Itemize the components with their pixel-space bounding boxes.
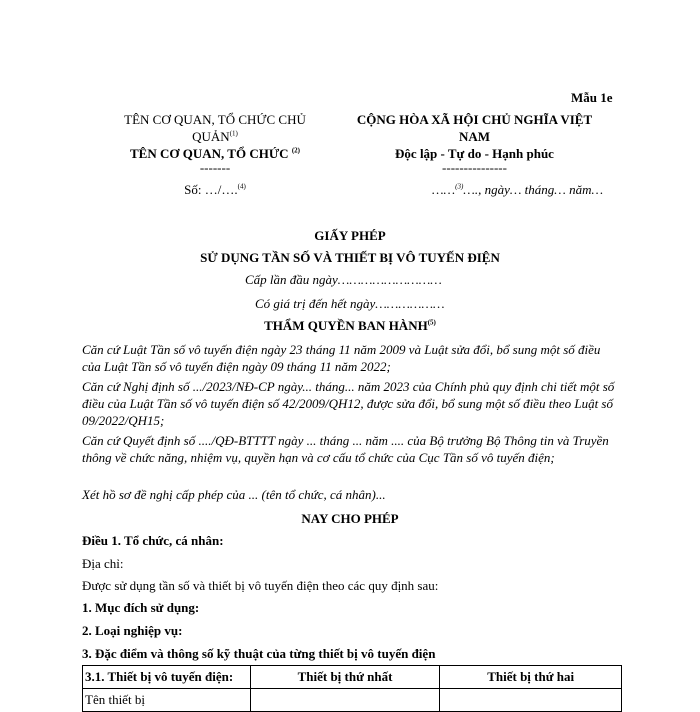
equipment-spec-table xyxy=(82,665,622,712)
table-header-row xyxy=(83,666,622,689)
preamble-decree: Căn cứ Nghị định số .../2023/NĐ-CP ngày... tháng... năm 2023 của Chính phủ quy định chi tiết một số điều của Luật Tần số vô tuyến điện số 42/2009/QH12, được sửa đổi, bổ sung một số điều theo Luật số 09/2022/QH15; xyxy=(82,379,615,428)
right-divider: --------------- xyxy=(442,159,507,175)
table-row xyxy=(83,689,622,712)
left-divider: ------- xyxy=(199,159,231,175)
table-header-device-2: Thiết bị thứ hai xyxy=(440,666,622,689)
agency-name: TÊN CƠ QUAN, TỔ CHỨC $^{(2)}$ xyxy=(130,145,300,161)
item-purpose: 1. Mục đích sử dụng: xyxy=(82,600,200,615)
issuing-authority: THẨM QUYỀN BAN HÀNH$^{(5)}$ xyxy=(264,318,436,333)
national-motto: Độc lập - Tự do - Hạnh phúc xyxy=(395,145,554,161)
preamble-decision: Căn cứ Quyết định số ..../QĐ-BTTTT ngày ... tháng ... năm .... của Bộ trưởng Bộ Thông tin và Truyền thông về chức năng, nhiệm vụ, quyền hạn và cơ cấu tổ chức của Cục Tần số vô tuyến điện; xyxy=(82,433,609,465)
table-cell-device-2 xyxy=(440,689,622,712)
right-header xyxy=(342,112,607,173)
document-subtitle: SỬ DỤNG TẦN SỐ VÀ THIẾT BỊ VÔ TUYẾN ĐIỆN xyxy=(200,250,500,265)
issue-date-line: Cấp lần đầu ngày……………………… xyxy=(245,272,442,287)
table-cell-label: Tên thiết bị xyxy=(83,689,251,712)
table-header-device-1: Thiết bị thứ nhất xyxy=(250,666,440,689)
article-1-heading: Điều 1. Tổ chức, cá nhân: xyxy=(82,533,224,548)
document-title: GIẤY PHÉP xyxy=(314,228,386,243)
agency-parent-name: TÊN CƠ QUAN, TỔ CHỨC CHỦ QUẢN$^{(1)}$ xyxy=(124,112,306,144)
validity-date-line: Có giá trị đến hết ngày……………… xyxy=(255,296,445,311)
preamble-law: Căn cứ Luật Tần số vô tuyến điện ngày 23 tháng 11 năm 2009 và Luật sửa đổi, bổ sung một số điều của Luật Tần số vô tuyến điện ngày 09 tháng 11 năm 2022; xyxy=(82,342,601,374)
table-header-equipment: 3.1. Thiết bị vô tuyến điện: xyxy=(83,666,251,689)
document-number: Số: …/….$^{(4)}$ xyxy=(184,182,246,197)
item-technical-specs: 3. Đặc điểm và thông số kỹ thuật của từng thiết bị vô tuyến điện xyxy=(82,646,436,661)
place-date-line: ……$^{(3)}$…., ngày… tháng… năm… xyxy=(432,182,604,197)
item-service-type: 2. Loại nghiệp vụ: xyxy=(82,623,183,638)
address-label: Địa chỉ: xyxy=(82,556,124,571)
national-title: CỘNG HÒA XÃ HỘI CHỦ NGHĨA VIỆT NAM xyxy=(356,112,593,144)
left-header xyxy=(100,112,330,173)
usage-intro: Được sử dụng tần số và thiết bị vô tuyến điện theo các quy định sau: xyxy=(82,578,439,593)
table-cell-device-1 xyxy=(250,689,440,712)
preamble-application: Xét hồ sơ đề nghị cấp phép của ... (tên tổ chức, cá nhân)... xyxy=(82,487,386,502)
form-code: Mẫu 1e xyxy=(571,90,613,105)
permit-heading: NAY CHO PHÉP xyxy=(301,511,399,526)
